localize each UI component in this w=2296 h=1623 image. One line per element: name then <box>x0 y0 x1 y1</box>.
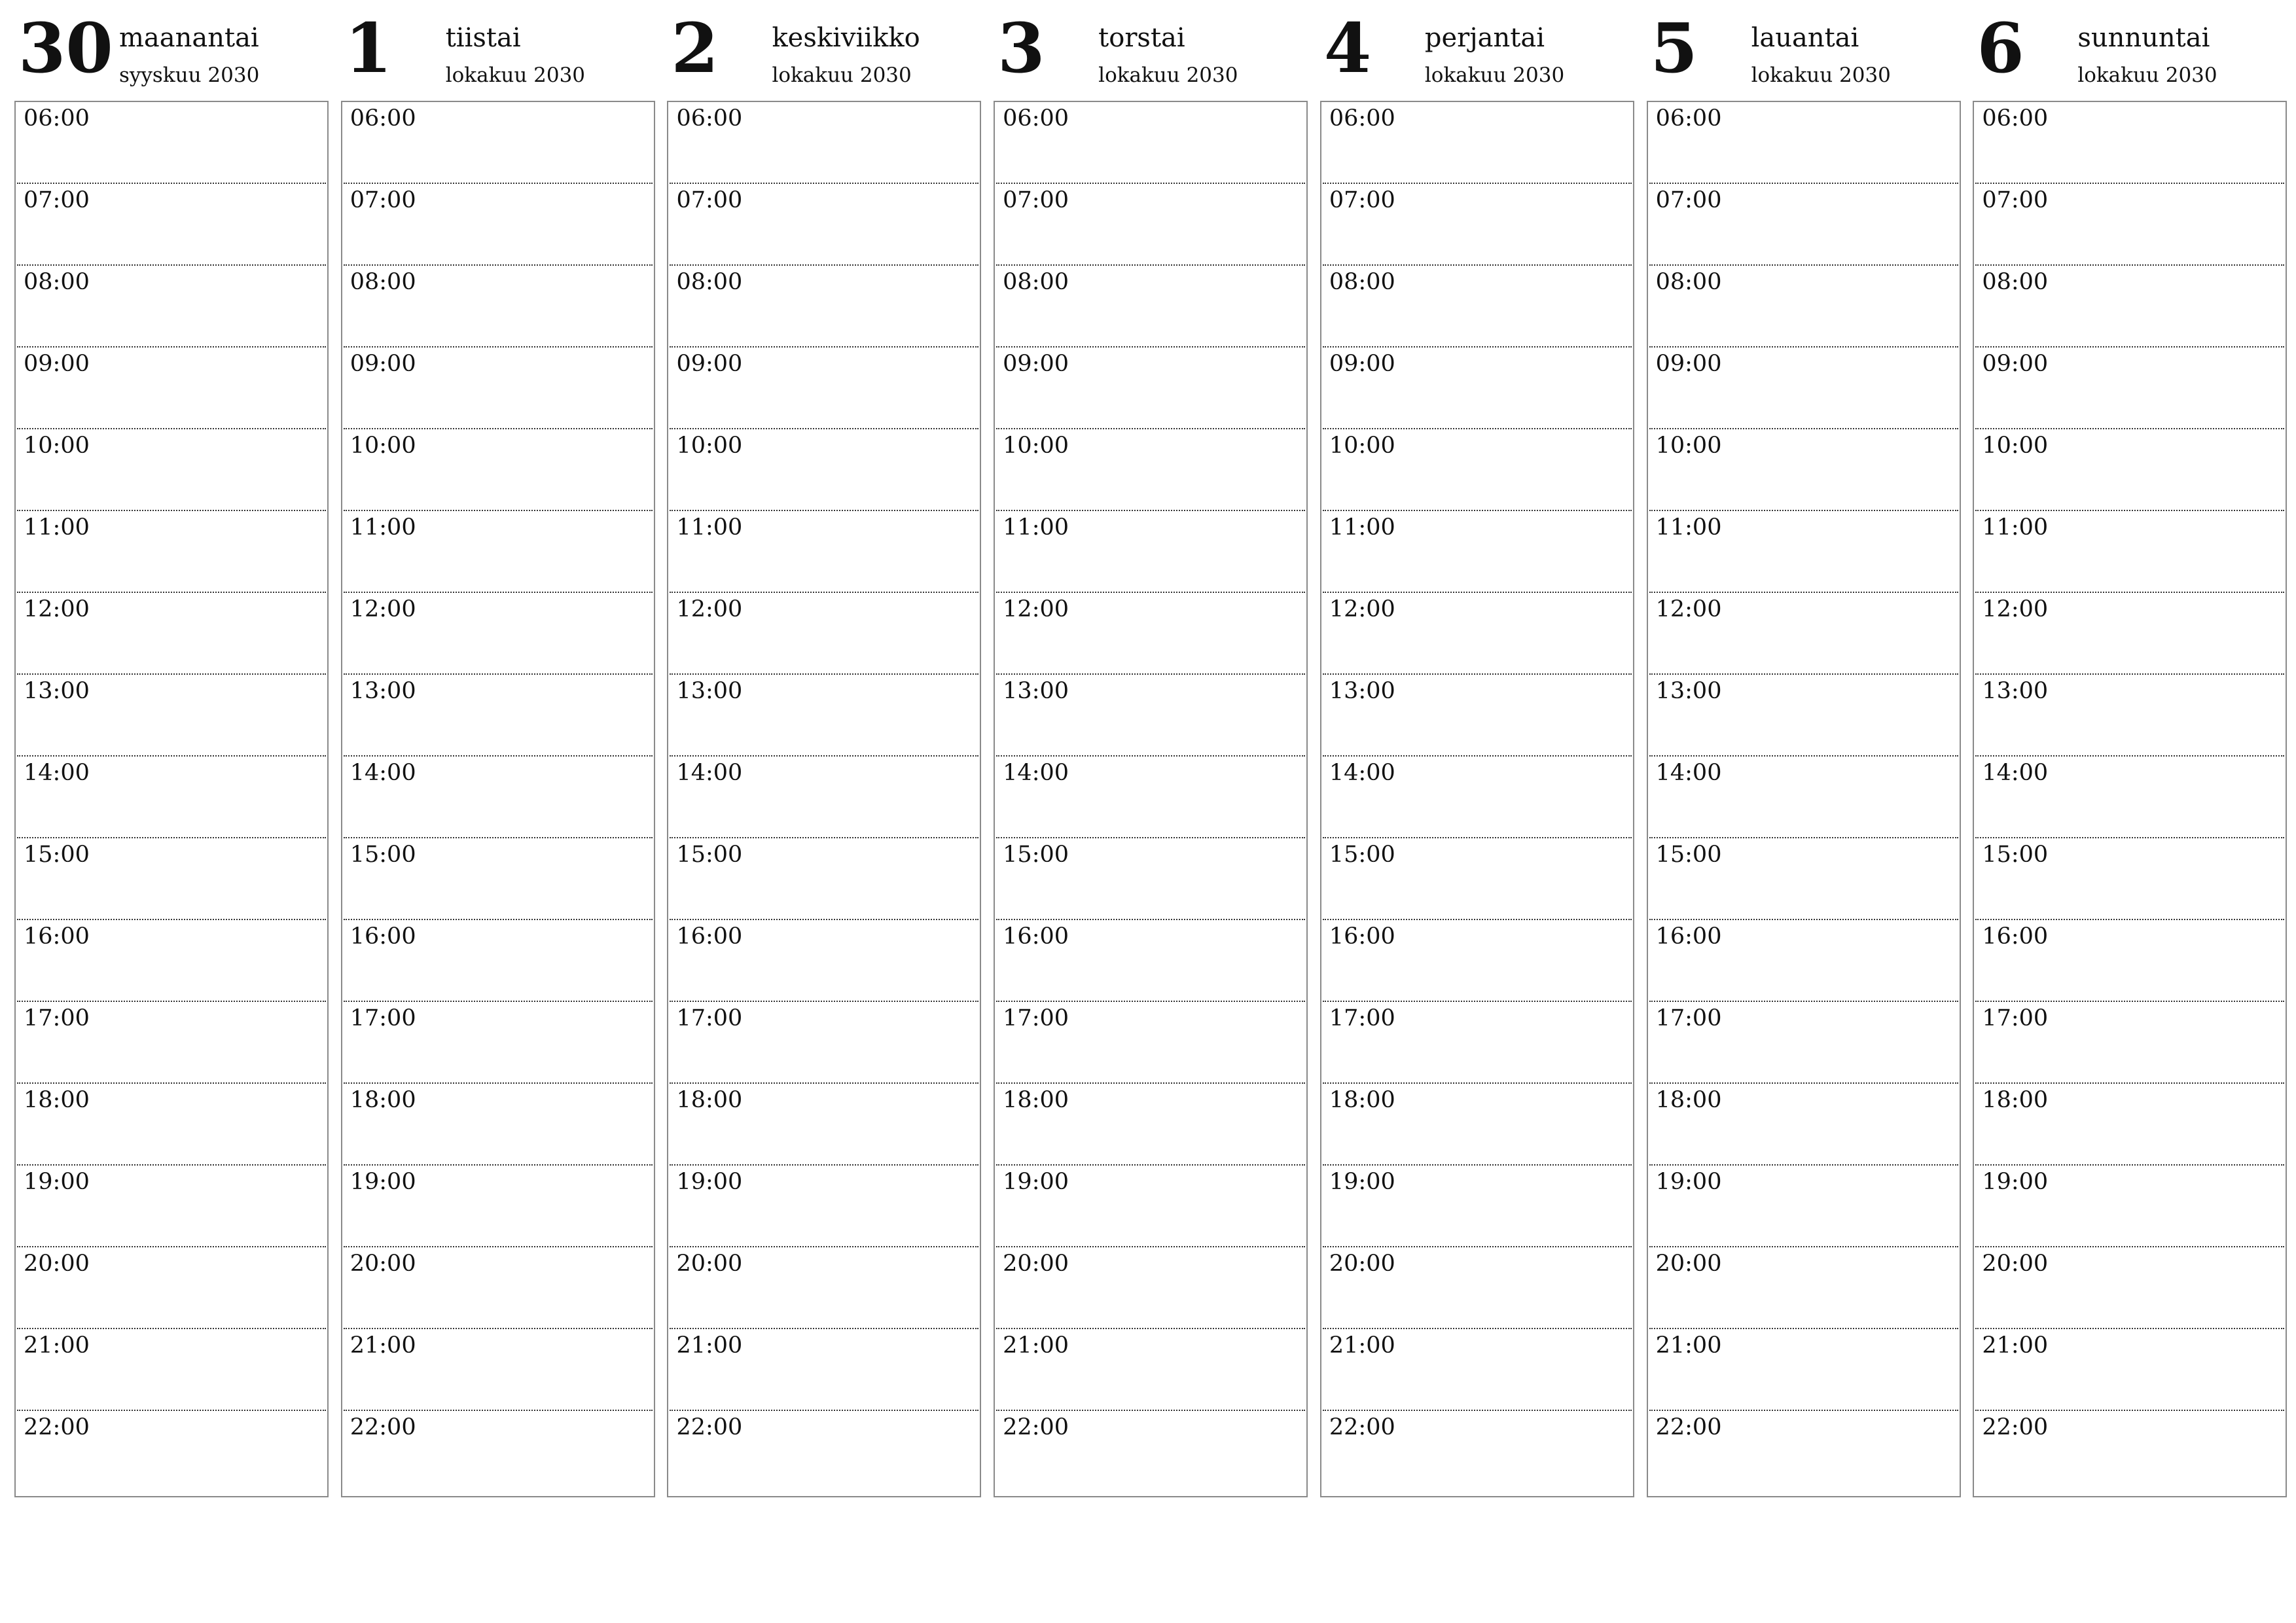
hour-label: 22:00 <box>1329 1414 1395 1440</box>
hour-label: 22:00 <box>1003 1414 1069 1440</box>
day-name: torstai <box>1098 23 1185 53</box>
hour-slot[interactable] <box>1649 1002 1958 1084</box>
hour-slot[interactable] <box>670 511 978 593</box>
hour-label: 16:00 <box>1655 923 1722 950</box>
hour-slot[interactable] <box>344 1247 653 1329</box>
day-column <box>1320 0 1633 1505</box>
hour-label: 11:00 <box>676 514 743 541</box>
hour-label: 15:00 <box>1655 842 1722 868</box>
hour-slot[interactable] <box>1649 511 1958 593</box>
hour-slot[interactable] <box>1975 102 2284 184</box>
hour-slot[interactable] <box>17 1329 326 1411</box>
hour-label: 06:00 <box>1655 105 1722 132</box>
hour-slot[interactable] <box>1975 184 2284 266</box>
hour-slot[interactable] <box>1649 757 1958 838</box>
hour-slot[interactable] <box>17 1166 326 1247</box>
hour-label: 17:00 <box>676 1005 743 1031</box>
hour-label: 15:00 <box>350 842 416 868</box>
hour-slot[interactable] <box>17 102 326 184</box>
hour-label: 14:00 <box>24 760 90 786</box>
hour-label: 14:00 <box>350 760 416 786</box>
hour-label: 18:00 <box>1982 1087 2049 1113</box>
hour-slot[interactable] <box>1975 348 2284 429</box>
day-number: 2 <box>671 8 719 88</box>
hour-label: 08:00 <box>1655 269 1722 295</box>
hour-label: 21:00 <box>676 1332 743 1359</box>
hour-slot[interactable] <box>670 348 978 429</box>
hour-label: 14:00 <box>1003 760 1069 786</box>
hour-slot[interactable] <box>1323 593 1632 675</box>
day-schedule-box <box>667 101 981 1497</box>
hour-label: 11:00 <box>1003 514 1069 541</box>
hour-label: 13:00 <box>350 678 416 704</box>
hour-label: 13:00 <box>676 678 743 704</box>
hour-slot[interactable] <box>1975 1166 2284 1247</box>
day-name: keskiviikko <box>772 23 920 53</box>
day-schedule-box <box>1973 101 2287 1497</box>
hour-slot[interactable] <box>1323 348 1632 429</box>
hour-slot[interactable] <box>1649 1166 1958 1247</box>
hour-label: 13:00 <box>1982 678 2049 704</box>
hour-slot[interactable] <box>17 593 326 675</box>
day-month: lokakuu 2030 <box>2077 63 2217 87</box>
hour-label: 06:00 <box>676 105 743 132</box>
hour-slot[interactable] <box>996 757 1305 838</box>
day-header <box>1973 0 2286 98</box>
hour-label: 16:00 <box>1982 923 2049 950</box>
hour-label: 13:00 <box>24 678 90 704</box>
hour-slot[interactable] <box>670 675 978 757</box>
hour-slot[interactable] <box>670 1084 978 1166</box>
hour-label: 17:00 <box>350 1005 416 1031</box>
hour-slot[interactable] <box>17 348 326 429</box>
hour-label: 12:00 <box>24 596 90 622</box>
hour-label: 08:00 <box>1329 269 1395 295</box>
day-number: 5 <box>1650 8 1698 88</box>
hour-slot[interactable] <box>17 757 326 838</box>
day-number: 4 <box>1323 8 1372 88</box>
hour-label: 07:00 <box>1329 187 1395 213</box>
hour-label: 20:00 <box>1982 1251 2049 1277</box>
hour-slot[interactable] <box>1975 1002 2284 1084</box>
day-header <box>341 0 654 98</box>
hour-slot[interactable] <box>670 102 978 184</box>
hour-slot[interactable] <box>17 1247 326 1329</box>
day-month: lokakuu 2030 <box>1424 63 1565 87</box>
hour-slot[interactable] <box>996 1166 1305 1247</box>
hour-slot[interactable] <box>1649 184 1958 266</box>
hour-label: 12:00 <box>350 596 416 622</box>
hour-label: 08:00 <box>24 269 90 295</box>
hour-label: 22:00 <box>676 1414 743 1440</box>
day-column <box>1647 0 1960 1505</box>
day-month: lokakuu 2030 <box>1098 63 1238 87</box>
hour-slot[interactable] <box>1975 1329 2284 1411</box>
hour-label: 16:00 <box>24 923 90 950</box>
hour-slot[interactable] <box>17 675 326 757</box>
hour-slot[interactable] <box>670 593 978 675</box>
hour-slot[interactable] <box>17 184 326 266</box>
hour-label: 11:00 <box>1655 514 1722 541</box>
hour-label: 22:00 <box>24 1414 90 1440</box>
hour-slot[interactable] <box>996 184 1305 266</box>
day-number: 6 <box>1977 8 2024 88</box>
hour-label: 14:00 <box>1329 760 1395 786</box>
hour-label: 21:00 <box>1003 1332 1069 1359</box>
hour-slot[interactable] <box>1323 1247 1632 1329</box>
hour-slot[interactable] <box>344 1084 653 1166</box>
hour-label: 08:00 <box>1982 269 2049 295</box>
hour-label: 18:00 <box>24 1087 90 1113</box>
hour-slot[interactable] <box>17 838 326 920</box>
hour-label: 11:00 <box>350 514 416 541</box>
hour-slot[interactable] <box>17 429 326 511</box>
hour-slot[interactable] <box>670 266 978 348</box>
hour-label: 07:00 <box>1003 187 1069 213</box>
hour-slot[interactable] <box>1323 429 1632 511</box>
hour-slot[interactable] <box>17 1084 326 1166</box>
hour-slot[interactable] <box>344 1411 653 1496</box>
hour-label: 10:00 <box>1329 433 1395 459</box>
hour-label: 18:00 <box>676 1087 743 1113</box>
hour-slot[interactable] <box>17 920 326 1002</box>
hour-label: 06:00 <box>350 105 416 132</box>
hour-label: 06:00 <box>1982 105 2049 132</box>
hour-slot[interactable] <box>344 102 653 184</box>
hour-slot[interactable] <box>996 348 1305 429</box>
hour-label: 13:00 <box>1655 678 1722 704</box>
day-schedule-box <box>994 101 1308 1497</box>
hour-slot[interactable] <box>996 511 1305 593</box>
hour-label: 21:00 <box>350 1332 416 1359</box>
hour-label: 10:00 <box>676 433 743 459</box>
hour-label: 19:00 <box>350 1169 416 1195</box>
hour-label: 18:00 <box>1655 1087 1722 1113</box>
hour-label: 19:00 <box>1982 1169 2049 1195</box>
hour-label: 19:00 <box>676 1169 743 1195</box>
hour-label: 17:00 <box>1982 1005 2049 1031</box>
hour-slot[interactable] <box>1323 184 1632 266</box>
hour-slot[interactable] <box>670 920 978 1002</box>
hour-slot[interactable] <box>17 266 326 348</box>
hour-slot[interactable] <box>1649 675 1958 757</box>
hour-slot[interactable] <box>344 184 653 266</box>
hour-slot[interactable] <box>1649 593 1958 675</box>
hour-label: 07:00 <box>350 187 416 213</box>
hour-slot[interactable] <box>344 511 653 593</box>
hour-label: 12:00 <box>1329 596 1395 622</box>
hour-label: 08:00 <box>350 269 416 295</box>
hour-slot[interactable] <box>1323 838 1632 920</box>
hour-label: 20:00 <box>350 1251 416 1277</box>
hour-slot[interactable] <box>1649 429 1958 511</box>
hour-label: 20:00 <box>1003 1251 1069 1277</box>
hour-slot[interactable] <box>670 1247 978 1329</box>
hour-slot[interactable] <box>1975 838 2284 920</box>
hour-slot[interactable] <box>1975 511 2284 593</box>
hour-slot[interactable] <box>17 1002 326 1084</box>
hour-label: 19:00 <box>1655 1169 1722 1195</box>
hour-slot[interactable] <box>344 1002 653 1084</box>
day-header <box>1320 0 1633 98</box>
day-name: lauantai <box>1751 23 1859 53</box>
weekly-planner <box>14 0 2286 1505</box>
hour-slot[interactable] <box>1649 266 1958 348</box>
hour-slot[interactable] <box>670 1002 978 1084</box>
hour-label: 09:00 <box>1003 351 1069 377</box>
day-header <box>994 0 1306 98</box>
day-header <box>14 0 327 98</box>
hour-label: 22:00 <box>1982 1414 2049 1440</box>
hour-label: 15:00 <box>1982 842 2049 868</box>
hour-slot[interactable] <box>996 1329 1305 1411</box>
hour-label: 07:00 <box>24 187 90 213</box>
hour-label: 15:00 <box>1329 842 1395 868</box>
hour-slot[interactable] <box>1323 920 1632 1002</box>
hour-label: 19:00 <box>1003 1169 1069 1195</box>
hour-label: 14:00 <box>1655 760 1722 786</box>
hour-slot[interactable] <box>344 348 653 429</box>
hour-slot[interactable] <box>996 675 1305 757</box>
hour-slot[interactable] <box>344 920 653 1002</box>
hour-slot[interactable] <box>996 838 1305 920</box>
hour-slot[interactable] <box>1323 511 1632 593</box>
hour-label: 20:00 <box>1329 1251 1395 1277</box>
hour-slot[interactable] <box>17 511 326 593</box>
hour-slot[interactable] <box>670 1329 978 1411</box>
hour-label: 09:00 <box>1329 351 1395 377</box>
hour-slot[interactable] <box>670 757 978 838</box>
hour-slot[interactable] <box>996 593 1305 675</box>
hour-label: 12:00 <box>1655 596 1722 622</box>
day-schedule-box <box>341 101 655 1497</box>
day-name: maanantai <box>119 23 259 53</box>
hour-slot[interactable] <box>344 757 653 838</box>
day-column <box>341 0 654 1505</box>
hour-slot[interactable] <box>996 1411 1305 1496</box>
hour-label: 10:00 <box>1655 433 1722 459</box>
hour-label: 21:00 <box>24 1332 90 1359</box>
hour-label: 10:00 <box>1982 433 2049 459</box>
hour-slot[interactable] <box>1975 1247 2284 1329</box>
hour-label: 21:00 <box>1982 1332 2049 1359</box>
hour-slot[interactable] <box>1649 838 1958 920</box>
hour-label: 09:00 <box>1655 351 1722 377</box>
hour-slot[interactable] <box>1975 920 2284 1002</box>
day-number: 30 <box>18 8 113 88</box>
hour-label: 09:00 <box>1982 351 2049 377</box>
day-name: perjantai <box>1424 23 1545 53</box>
hour-slot[interactable] <box>996 920 1305 1002</box>
hour-slot[interactable] <box>344 675 653 757</box>
hour-slot[interactable] <box>1649 1411 1958 1496</box>
day-month: lokakuu 2030 <box>1751 63 1891 87</box>
hour-slot[interactable] <box>670 1166 978 1247</box>
day-column <box>994 0 1306 1505</box>
hour-slot[interactable] <box>1975 1411 2284 1496</box>
hour-slot[interactable] <box>344 838 653 920</box>
hour-label: 21:00 <box>1329 1332 1395 1359</box>
hour-label: 06:00 <box>1003 105 1069 132</box>
hour-slot[interactable] <box>1975 757 2284 838</box>
hour-slot[interactable] <box>344 429 653 511</box>
day-schedule-box <box>1647 101 1961 1497</box>
hour-slot[interactable] <box>1975 429 2284 511</box>
hour-slot[interactable] <box>1649 348 1958 429</box>
hour-label: 11:00 <box>24 514 90 541</box>
hour-slot[interactable] <box>1649 1084 1958 1166</box>
hour-slot[interactable] <box>1323 1084 1632 1166</box>
hour-label: 18:00 <box>1329 1087 1395 1113</box>
day-number: 1 <box>344 8 393 88</box>
hour-label: 08:00 <box>676 269 743 295</box>
hour-slot[interactable] <box>996 1247 1305 1329</box>
hour-slot[interactable] <box>1323 102 1632 184</box>
hour-label: 13:00 <box>1329 678 1395 704</box>
hour-label: 10:00 <box>24 433 90 459</box>
hour-label: 16:00 <box>676 923 743 950</box>
hour-label: 14:00 <box>676 760 743 786</box>
hour-slot[interactable] <box>996 266 1305 348</box>
hour-label: 12:00 <box>1982 596 2049 622</box>
hour-label: 09:00 <box>350 351 416 377</box>
hour-slot[interactable] <box>1649 1247 1958 1329</box>
hour-label: 18:00 <box>350 1087 416 1113</box>
hour-label: 22:00 <box>350 1414 416 1440</box>
hour-label: 17:00 <box>24 1005 90 1031</box>
day-column <box>667 0 980 1505</box>
hour-slot[interactable] <box>344 266 653 348</box>
day-column <box>1973 0 2286 1505</box>
day-header <box>1647 0 1960 98</box>
hour-slot[interactable] <box>344 1329 653 1411</box>
hour-label: 17:00 <box>1329 1005 1395 1031</box>
hour-slot[interactable] <box>996 1002 1305 1084</box>
hour-label: 09:00 <box>676 351 743 377</box>
hour-slot[interactable] <box>670 1411 978 1496</box>
hour-label: 14:00 <box>1982 760 2049 786</box>
hour-slot[interactable] <box>1649 920 1958 1002</box>
day-month: syyskuu 2030 <box>119 63 260 87</box>
day-month: lokakuu 2030 <box>445 63 586 87</box>
hour-label: 10:00 <box>1003 433 1069 459</box>
hour-label: 22:00 <box>1655 1414 1722 1440</box>
hour-label: 12:00 <box>676 596 743 622</box>
day-month: lokakuu 2030 <box>772 63 912 87</box>
hour-label: 19:00 <box>1329 1169 1395 1195</box>
hour-label: 15:00 <box>24 842 90 868</box>
hour-slot[interactable] <box>670 184 978 266</box>
hour-label: 17:00 <box>1655 1005 1722 1031</box>
hour-label: 15:00 <box>676 842 743 868</box>
hour-slot[interactable] <box>996 102 1305 184</box>
hour-label: 19:00 <box>24 1169 90 1195</box>
hour-label: 21:00 <box>1655 1332 1722 1359</box>
hour-label: 18:00 <box>1003 1087 1069 1113</box>
day-schedule-box <box>14 101 329 1497</box>
hour-label: 11:00 <box>1982 514 2049 541</box>
hour-slot[interactable] <box>1975 675 2284 757</box>
hour-slot[interactable] <box>996 429 1305 511</box>
hour-label: 20:00 <box>1655 1251 1722 1277</box>
day-schedule-box <box>1320 101 1634 1497</box>
hour-slot[interactable] <box>1323 1002 1632 1084</box>
hour-slot[interactable] <box>1975 1084 2284 1166</box>
day-number: 3 <box>997 8 1045 88</box>
hour-slot[interactable] <box>670 429 978 511</box>
hour-label: 07:00 <box>1655 187 1722 213</box>
hour-label: 13:00 <box>1003 678 1069 704</box>
hour-slot[interactable] <box>1323 1329 1632 1411</box>
hour-label: 09:00 <box>24 351 90 377</box>
hour-slot[interactable] <box>1649 102 1958 184</box>
hour-label: 07:00 <box>1982 187 2049 213</box>
hour-slot[interactable] <box>1323 1411 1632 1496</box>
hour-label: 16:00 <box>1329 923 1395 950</box>
hour-slot[interactable] <box>1975 593 2284 675</box>
hour-slot[interactable] <box>1649 1329 1958 1411</box>
hour-label: 10:00 <box>350 433 416 459</box>
hour-label: 17:00 <box>1003 1005 1069 1031</box>
hour-label: 20:00 <box>676 1251 743 1277</box>
hour-label: 15:00 <box>1003 842 1069 868</box>
hour-label: 20:00 <box>24 1251 90 1277</box>
hour-slot[interactable] <box>996 1084 1305 1166</box>
hour-slot[interactable] <box>1975 266 2284 348</box>
hour-slot[interactable] <box>344 593 653 675</box>
day-column <box>14 0 327 1505</box>
hour-label: 16:00 <box>1003 923 1069 950</box>
day-name: tiistai <box>445 23 521 53</box>
hour-label: 11:00 <box>1329 514 1395 541</box>
hour-slot[interactable] <box>1323 266 1632 348</box>
hour-slot[interactable] <box>1323 675 1632 757</box>
hour-label: 06:00 <box>1329 105 1395 132</box>
hour-slot[interactable] <box>344 1166 653 1247</box>
day-name: sunnuntai <box>2077 23 2210 53</box>
day-header <box>667 0 980 98</box>
hour-label: 06:00 <box>24 105 90 132</box>
hour-label: 08:00 <box>1003 269 1069 295</box>
hour-slot[interactable] <box>1323 1166 1632 1247</box>
hour-slot[interactable] <box>670 838 978 920</box>
hour-label: 12:00 <box>1003 596 1069 622</box>
hour-label: 07:00 <box>676 187 743 213</box>
hour-slot[interactable] <box>1323 757 1632 838</box>
hour-label: 16:00 <box>350 923 416 950</box>
hour-slot[interactable] <box>17 1411 326 1496</box>
